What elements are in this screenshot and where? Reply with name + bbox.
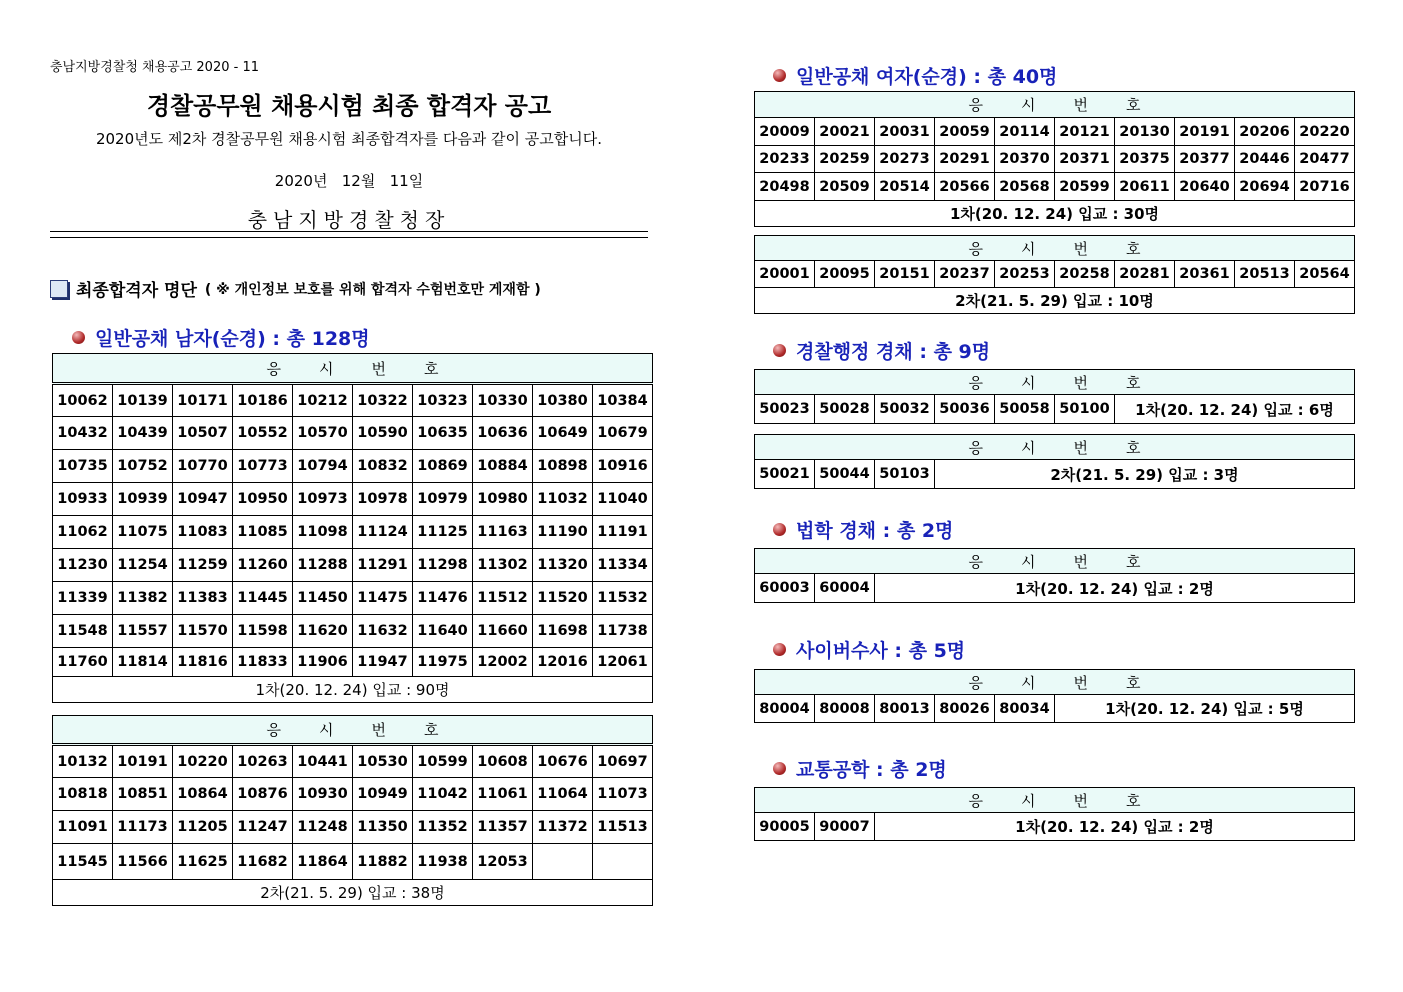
exam-number-cell: 20130 xyxy=(1115,118,1175,146)
table-header: 응시번호 xyxy=(755,92,1355,118)
table-row xyxy=(755,460,1355,489)
summary-cell: 2차(21. 5. 29) 입교 : 3명 xyxy=(935,460,1355,489)
exam-number-cell: 10062 xyxy=(53,384,113,417)
exam-number-cell: 11570 xyxy=(173,615,233,648)
exam-number-cell: 10794 xyxy=(293,450,353,483)
bullet-icon xyxy=(773,344,786,357)
table-header: 응시번호 xyxy=(755,549,1355,574)
exam-number-cell: 11291 xyxy=(353,549,413,582)
exam-number-cell: 10380 xyxy=(533,384,593,417)
table-header: 응시번호 xyxy=(755,236,1355,261)
exam-number-cell: 20716 xyxy=(1295,173,1355,201)
exam-number-cell: 20151 xyxy=(875,261,935,288)
table-header: 응시번호 xyxy=(755,370,1355,395)
section-title-text: 법학 경채 : 총 2명 xyxy=(796,520,954,542)
exam-number-cell: 10186 xyxy=(233,384,293,417)
table-row xyxy=(755,574,1355,603)
exam-number-cell: 11357 xyxy=(473,811,533,844)
exam-number-cell: 10599 xyxy=(413,745,473,778)
exam-number-cell: 11061 xyxy=(473,778,533,811)
exam-number-cell: 10212 xyxy=(293,384,353,417)
table-row xyxy=(53,417,653,450)
intro-text: 2020년도 제2차 경찰공무원 채용시험 최종합격자를 다음과 같이 공고합니다. xyxy=(95,130,603,148)
table-row xyxy=(53,549,653,582)
exam-number-cell: 20377 xyxy=(1175,146,1235,173)
exam-number-cell: 20477 xyxy=(1295,146,1355,173)
exam-number-cell: 20513 xyxy=(1235,261,1295,288)
exam-number-cell: 11083 xyxy=(173,516,233,549)
summary-cell: 1차(20. 12. 24) 입교 : 5명 xyxy=(1055,695,1355,723)
exam-number-cell: 10864 xyxy=(173,778,233,811)
list-heading-label: 최종합격자 명단 xyxy=(76,281,197,301)
exam-number-cell: 11475 xyxy=(353,582,413,615)
exam-number-cell: 11064 xyxy=(533,778,593,811)
exam-number-cell: 10432 xyxy=(53,417,113,450)
table-row xyxy=(53,450,653,483)
exam-number-cell: 20599 xyxy=(1055,173,1115,201)
exam-number-cell: 20220 xyxy=(1295,118,1355,146)
exam-number-cell: 10939 xyxy=(113,483,173,516)
exam-number-cell: 90007 xyxy=(815,813,875,841)
table-row xyxy=(53,483,653,516)
exam-number-cell: 11625 xyxy=(173,844,233,880)
issuer-name: 충남지방경찰청장 xyxy=(247,208,451,232)
exam-number-cell: 80008 xyxy=(815,695,875,723)
exam-number-cell: 10697 xyxy=(593,745,653,778)
exam-number-cell: 11545 xyxy=(53,844,113,880)
empty-cell xyxy=(593,844,653,880)
exam-number-cell: 50023 xyxy=(755,395,815,424)
male-batch1-table xyxy=(52,353,653,703)
exam-number-cell: 11302 xyxy=(473,549,533,582)
exam-number-cell: 11450 xyxy=(293,582,353,615)
checkbox-square-icon xyxy=(50,280,68,298)
exam-number-cell: 11075 xyxy=(113,516,173,549)
exam-number-cell: 50036 xyxy=(935,395,995,424)
exam-number-cell: 10947 xyxy=(173,483,233,516)
female-batch1-table xyxy=(754,91,1355,227)
exam-number-cell: 20611 xyxy=(1115,173,1175,201)
exam-number-cell: 20031 xyxy=(875,118,935,146)
exam-number-cell: 11173 xyxy=(113,811,173,844)
exam-number-cell: 12053 xyxy=(473,844,533,880)
exam-number-cell: 10507 xyxy=(173,417,233,450)
exam-number-cell: 10530 xyxy=(353,745,413,778)
exam-number-cell: 20191 xyxy=(1175,118,1235,146)
exam-number-cell: 10635 xyxy=(413,417,473,450)
exam-number-cell: 11383 xyxy=(173,582,233,615)
summary-cell: 1차(20. 12. 24) 입교 : 90명 xyxy=(53,677,653,703)
summary-cell: 1차(20. 12. 24) 입교 : 6명 xyxy=(1115,395,1355,424)
exam-number-cell: 11254 xyxy=(113,549,173,582)
exam-number-cell: 10330 xyxy=(473,384,533,417)
exam-number-cell: 20237 xyxy=(935,261,995,288)
police-admin-batch1-table xyxy=(754,369,1355,424)
bullet-icon xyxy=(773,762,786,775)
table-row xyxy=(755,173,1355,201)
exam-number-cell: 10590 xyxy=(353,417,413,450)
exam-number-cell: 11938 xyxy=(413,844,473,880)
exam-number-cell: 11091 xyxy=(53,811,113,844)
exam-number-cell: 50028 xyxy=(815,395,875,424)
exam-number-cell: 11298 xyxy=(413,549,473,582)
exam-number-cell: 11864 xyxy=(293,844,353,880)
exam-number-cell: 10552 xyxy=(233,417,293,450)
section-title-text: 교통공학 : 총 2명 xyxy=(796,759,947,781)
exam-number-cell: 20121 xyxy=(1055,118,1115,146)
empty-cell xyxy=(533,844,593,880)
exam-number-cell: 20281 xyxy=(1115,261,1175,288)
exam-number-cell: 20564 xyxy=(1295,261,1355,288)
table-row xyxy=(53,516,653,549)
table-row xyxy=(755,146,1355,173)
exam-number-cell: 10220 xyxy=(173,745,233,778)
traffic-batch1-table xyxy=(754,787,1355,841)
table-row xyxy=(53,778,653,811)
section-title-cyber xyxy=(773,636,965,663)
police-admin-batch2-table xyxy=(754,434,1355,489)
exam-number-cell: 11032 xyxy=(533,483,593,516)
exam-number-cell: 20009 xyxy=(755,118,815,146)
exam-number-cell: 80026 xyxy=(935,695,995,723)
exam-number-cell: 60003 xyxy=(755,574,815,603)
exam-number-cell: 10980 xyxy=(473,483,533,516)
exam-number-cell: 20640 xyxy=(1175,173,1235,201)
exam-number-cell: 20498 xyxy=(755,173,815,201)
exam-number-cell: 11350 xyxy=(353,811,413,844)
summary-cell: 2차(21. 5. 29) 입교 : 38명 xyxy=(53,880,653,906)
bullet-icon xyxy=(72,331,85,344)
table-row xyxy=(53,844,653,880)
section-title-text: 일반공채 남자(순경) : 총 128명 xyxy=(95,328,370,350)
exam-number-cell: 80004 xyxy=(755,695,815,723)
exam-number-cell: 10916 xyxy=(593,450,653,483)
bullet-icon xyxy=(773,643,786,656)
exam-number-cell: 10869 xyxy=(413,450,473,483)
exam-number-cell: 12061 xyxy=(593,648,653,677)
exam-number-cell: 11191 xyxy=(593,516,653,549)
exam-number-cell: 20021 xyxy=(815,118,875,146)
exam-number-cell: 10876 xyxy=(233,778,293,811)
exam-number-cell: 20259 xyxy=(815,146,875,173)
female-batch2-table xyxy=(754,235,1355,314)
exam-number-cell: 11532 xyxy=(593,582,653,615)
exam-number-cell: 50021 xyxy=(755,460,815,489)
exam-number-cell: 10322 xyxy=(353,384,413,417)
announcement-date: 2020년 12월 11일 xyxy=(274,172,424,190)
section-title-text: 사이버수사 : 총 5명 xyxy=(796,640,966,662)
exam-number-cell: 10752 xyxy=(113,450,173,483)
table-row xyxy=(755,395,1355,424)
exam-number-cell: 10770 xyxy=(173,450,233,483)
exam-number-cell: 11288 xyxy=(293,549,353,582)
exam-number-cell: 10949 xyxy=(353,778,413,811)
exam-number-cell: 20694 xyxy=(1235,173,1295,201)
exam-number-cell: 11259 xyxy=(173,549,233,582)
exam-number-cell: 11947 xyxy=(353,648,413,677)
exam-number-cell: 10973 xyxy=(293,483,353,516)
section-title-general-female xyxy=(773,62,1057,89)
exam-number-cell: 20291 xyxy=(935,146,995,173)
issuer-underline xyxy=(50,231,648,238)
exam-number-cell: 11816 xyxy=(173,648,233,677)
exam-number-cell: 11906 xyxy=(293,648,353,677)
exam-number-cell: 11660 xyxy=(473,615,533,648)
exam-number-cell: 10950 xyxy=(233,483,293,516)
cyber-batch1-table xyxy=(754,669,1355,723)
table-row xyxy=(53,745,653,778)
table-row xyxy=(755,261,1355,288)
exam-number-cell: 20371 xyxy=(1055,146,1115,173)
exam-number-cell: 10851 xyxy=(113,778,173,811)
exam-number-cell: 11247 xyxy=(233,811,293,844)
exam-number-cell: 10979 xyxy=(413,483,473,516)
exam-number-cell: 11445 xyxy=(233,582,293,615)
exam-number-cell: 20566 xyxy=(935,173,995,201)
exam-number-cell: 11040 xyxy=(593,483,653,516)
exam-number-cell: 50103 xyxy=(875,460,935,489)
table-header: 응시번호 xyxy=(755,670,1355,695)
exam-number-cell: 11248 xyxy=(293,811,353,844)
table-header: 응시번호 xyxy=(755,788,1355,813)
exam-number-cell: 10384 xyxy=(593,384,653,417)
exam-number-cell: 11073 xyxy=(593,778,653,811)
table-row xyxy=(53,811,653,844)
exam-number-cell: 10773 xyxy=(233,450,293,483)
exam-number-cell: 10818 xyxy=(53,778,113,811)
privacy-note: ( ※ 개인정보 보호를 위해 합격자 수험번호만 게재함 ) xyxy=(204,281,541,298)
exam-number-cell: 20258 xyxy=(1055,261,1115,288)
exam-number-cell: 12002 xyxy=(473,648,533,677)
exam-number-cell: 11682 xyxy=(233,844,293,880)
exam-number-cell: 11698 xyxy=(533,615,593,648)
law-batch1-table xyxy=(754,548,1355,603)
exam-number-cell: 11512 xyxy=(473,582,533,615)
exam-number-cell: 11062 xyxy=(53,516,113,549)
exam-number-cell: 11372 xyxy=(533,811,593,844)
exam-number-cell: 11260 xyxy=(233,549,293,582)
summary-cell: 1차(20. 12. 24) 입교 : 30명 xyxy=(755,201,1355,227)
exam-number-cell: 20568 xyxy=(995,173,1055,201)
table-row xyxy=(53,384,653,417)
exam-number-cell: 50100 xyxy=(1055,395,1115,424)
exam-number-cell: 20253 xyxy=(995,261,1055,288)
section-title-general-male xyxy=(72,324,370,351)
table-header: 응시번호 xyxy=(53,354,653,384)
exam-number-cell: 20514 xyxy=(875,173,935,201)
exam-number-cell: 50032 xyxy=(875,395,935,424)
exam-number-cell: 11738 xyxy=(593,615,653,648)
exam-number-cell: 10978 xyxy=(353,483,413,516)
table-header: 응시번호 xyxy=(755,435,1355,460)
exam-number-cell: 10636 xyxy=(473,417,533,450)
exam-number-cell: 11190 xyxy=(533,516,593,549)
table-header: 응시번호 xyxy=(53,716,653,745)
table-row xyxy=(53,582,653,615)
exam-number-cell: 20233 xyxy=(755,146,815,173)
table-row xyxy=(755,695,1355,723)
exam-number-cell: 10263 xyxy=(233,745,293,778)
exam-number-cell: 20206 xyxy=(1235,118,1295,146)
page-title: 경찰공무원 채용시험 최종 합격자 공고 xyxy=(146,91,552,120)
exam-number-cell: 60004 xyxy=(815,574,875,603)
exam-number-cell: 20114 xyxy=(995,118,1055,146)
section-title-traffic xyxy=(773,755,947,782)
exam-number-cell: 10323 xyxy=(413,384,473,417)
section-title-text: 경찰행정 경채 : 총 9명 xyxy=(796,341,991,363)
exam-number-cell: 11320 xyxy=(533,549,593,582)
exam-number-cell: 10171 xyxy=(173,384,233,417)
document-code: 충남지방경찰청 채용공고 2020 - 11 xyxy=(50,60,259,75)
exam-number-cell: 11760 xyxy=(53,648,113,677)
exam-number-cell: 11814 xyxy=(113,648,173,677)
exam-number-cell: 11339 xyxy=(53,582,113,615)
exam-number-cell: 11476 xyxy=(413,582,473,615)
table-row xyxy=(755,118,1355,146)
exam-number-cell: 11205 xyxy=(173,811,233,844)
exam-number-cell: 50058 xyxy=(995,395,1055,424)
list-heading xyxy=(50,276,541,301)
section-title-law xyxy=(773,516,953,543)
exam-number-cell: 11098 xyxy=(293,516,353,549)
exam-number-cell: 11882 xyxy=(353,844,413,880)
exam-number-cell: 20001 xyxy=(755,261,815,288)
exam-number-cell: 10884 xyxy=(473,450,533,483)
exam-number-cell: 10608 xyxy=(473,745,533,778)
exam-number-cell: 11620 xyxy=(293,615,353,648)
exam-number-cell: 11085 xyxy=(233,516,293,549)
exam-number-cell: 11557 xyxy=(113,615,173,648)
exam-number-cell: 10439 xyxy=(113,417,173,450)
exam-number-cell: 80013 xyxy=(875,695,935,723)
summary-cell: 1차(20. 12. 24) 입교 : 2명 xyxy=(875,813,1355,841)
exam-number-cell: 90005 xyxy=(755,813,815,841)
exam-number-cell: 10570 xyxy=(293,417,353,450)
exam-number-cell: 20361 xyxy=(1175,261,1235,288)
exam-number-cell: 11125 xyxy=(413,516,473,549)
exam-number-cell: 20446 xyxy=(1235,146,1295,173)
exam-number-cell: 11548 xyxy=(53,615,113,648)
table-row xyxy=(755,813,1355,841)
exam-number-cell: 11520 xyxy=(533,582,593,615)
summary-cell: 2차(21. 5. 29) 입교 : 10명 xyxy=(755,288,1355,314)
exam-number-cell: 11124 xyxy=(353,516,413,549)
exam-number-cell: 10930 xyxy=(293,778,353,811)
exam-number-cell: 10191 xyxy=(113,745,173,778)
section-title-police-admin xyxy=(773,337,990,364)
section-title-text: 일반공채 여자(순경) : 총 40명 xyxy=(796,66,1058,88)
table-row xyxy=(53,615,653,648)
exam-number-cell: 20509 xyxy=(815,173,875,201)
exam-number-cell: 11352 xyxy=(413,811,473,844)
exam-number-cell: 11833 xyxy=(233,648,293,677)
exam-number-cell: 20273 xyxy=(875,146,935,173)
exam-number-cell: 10132 xyxy=(53,745,113,778)
exam-number-cell: 20095 xyxy=(815,261,875,288)
exam-number-cell: 10933 xyxy=(53,483,113,516)
exam-number-cell: 11566 xyxy=(113,844,173,880)
exam-number-cell: 11975 xyxy=(413,648,473,677)
exam-number-cell: 11640 xyxy=(413,615,473,648)
exam-number-cell: 10139 xyxy=(113,384,173,417)
exam-number-cell: 10676 xyxy=(533,745,593,778)
exam-number-cell: 11382 xyxy=(113,582,173,615)
exam-number-cell: 10735 xyxy=(53,450,113,483)
male-batch2-table xyxy=(52,715,653,906)
exam-number-cell: 20370 xyxy=(995,146,1055,173)
exam-number-cell: 10441 xyxy=(293,745,353,778)
exam-number-cell: 20375 xyxy=(1115,146,1175,173)
exam-number-cell: 12016 xyxy=(533,648,593,677)
exam-number-cell: 10679 xyxy=(593,417,653,450)
exam-number-cell: 11632 xyxy=(353,615,413,648)
exam-number-cell: 50044 xyxy=(815,460,875,489)
exam-number-cell: 10832 xyxy=(353,450,413,483)
exam-number-cell: 11513 xyxy=(593,811,653,844)
exam-number-cell: 11230 xyxy=(53,549,113,582)
exam-number-cell: 10898 xyxy=(533,450,593,483)
exam-number-cell: 10649 xyxy=(533,417,593,450)
exam-number-cell: 20059 xyxy=(935,118,995,146)
exam-number-cell: 11334 xyxy=(593,549,653,582)
exam-number-cell: 11163 xyxy=(473,516,533,549)
table-row xyxy=(53,648,653,677)
bullet-icon xyxy=(773,69,786,82)
summary-cell: 1차(20. 12. 24) 입교 : 2명 xyxy=(875,574,1355,603)
bullet-icon xyxy=(773,523,786,536)
exam-number-cell: 11042 xyxy=(413,778,473,811)
exam-number-cell: 80034 xyxy=(995,695,1055,723)
exam-number-cell: 11598 xyxy=(233,615,293,648)
